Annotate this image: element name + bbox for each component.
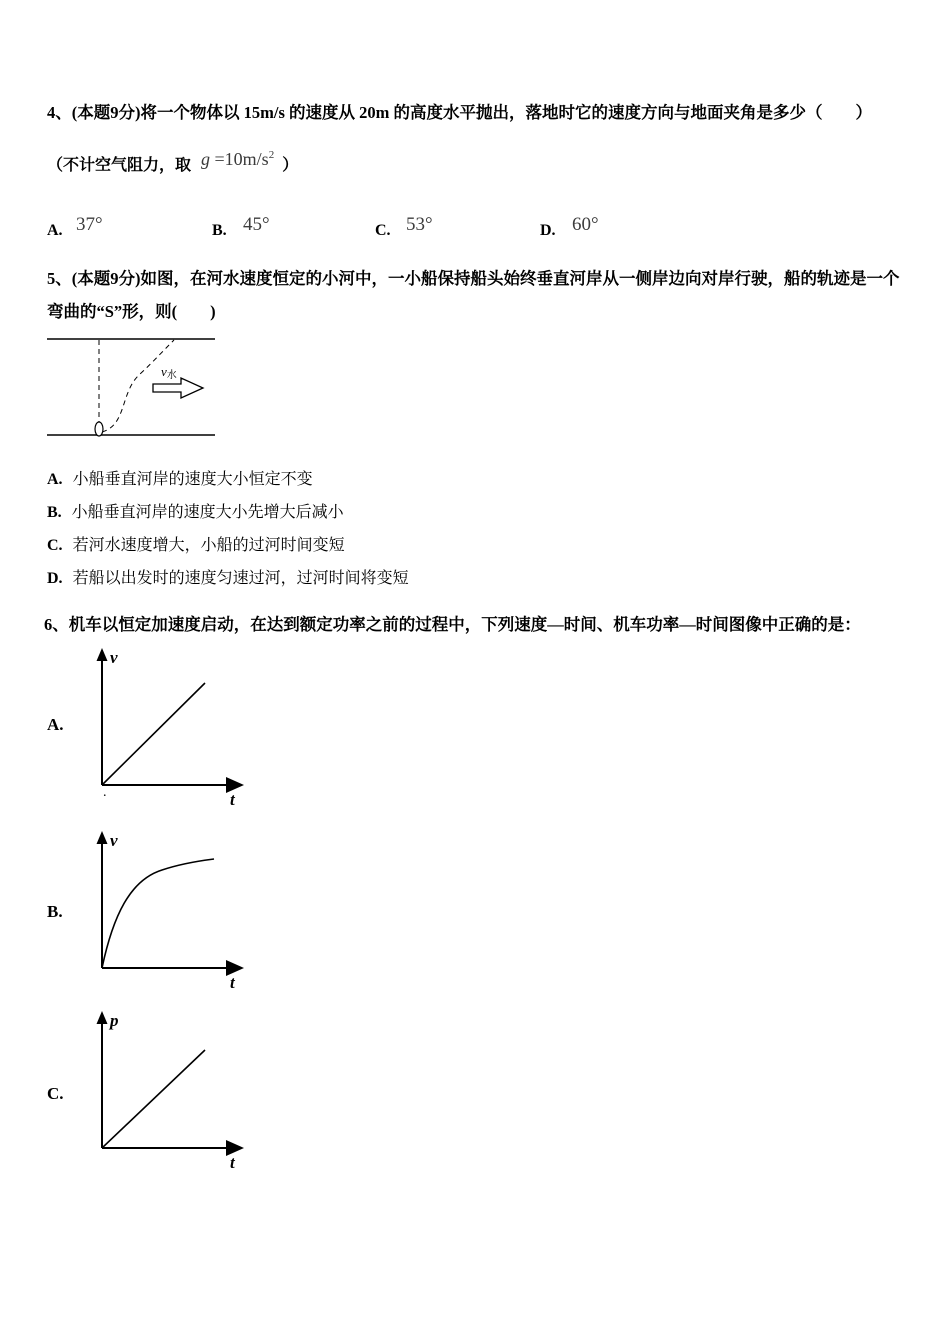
q6-graph-b-label: B. xyxy=(47,902,63,921)
q4-option-a-label: A. xyxy=(47,222,63,239)
q5-option-c-label: C. xyxy=(47,537,63,554)
q6-graph-c-label: C. xyxy=(47,1084,64,1103)
q5-option-a xyxy=(47,466,409,488)
gravity-value: =10m/s xyxy=(214,149,269,169)
power-time-line xyxy=(102,1050,205,1148)
q4-option-b-label: B. xyxy=(212,222,227,239)
y-axis-label: v xyxy=(110,648,118,667)
q6-graph-b-plot xyxy=(80,828,260,990)
q5-option-c xyxy=(47,532,409,554)
x-axis-label: t xyxy=(230,973,235,990)
q5-option-d-label: D. xyxy=(47,570,63,587)
x-axis-arrow-icon xyxy=(226,1140,244,1156)
q4-option-b-value: 45° xyxy=(243,214,270,235)
question-4-options xyxy=(0,212,950,246)
water-velocity-arrow-icon xyxy=(153,378,203,398)
q5-option-d-text: 若船以出发时的速度匀速过河，过河时间将变短 xyxy=(72,570,409,587)
q5-option-b-label: B. xyxy=(47,504,62,521)
y-axis-arrow-icon xyxy=(97,1011,108,1024)
q6-graph-c-plot xyxy=(80,1008,260,1170)
q4-option-a-value: 37° xyxy=(76,214,103,235)
velocity-time-curve xyxy=(102,859,214,968)
q6-graph-a xyxy=(47,645,277,810)
velocity-time-line xyxy=(102,683,205,785)
y-axis-arrow-icon xyxy=(97,648,108,661)
question-5-options xyxy=(47,466,409,598)
q5-option-a-text: 小船垂直河岸的速度大小恒定不变 xyxy=(72,471,313,488)
x-axis-arrow-icon xyxy=(226,777,244,793)
note-suffix: ） xyxy=(282,157,299,174)
q5-option-c-text: 若河水速度增大，小船的过河时间变短 xyxy=(72,537,345,554)
y-axis-label: v xyxy=(110,831,118,850)
q4-option-c-value: 53° xyxy=(406,214,433,235)
q6-graph-b xyxy=(47,828,277,993)
x-axis-arrow-icon xyxy=(226,960,244,976)
q5-option-b xyxy=(47,499,409,521)
q5-option-a-label: A. xyxy=(47,471,63,488)
stray-period: . xyxy=(103,785,107,800)
note-prefix: （不计空气阻力，取 xyxy=(47,157,192,174)
q6-graph-c xyxy=(47,1008,277,1173)
q4-option-d-label: D. xyxy=(540,222,556,239)
q6-graph-a-plot xyxy=(80,645,260,807)
q4-option-d-value: 60° xyxy=(572,214,599,235)
gravity-exponent: 2 xyxy=(268,149,275,161)
gravity-symbol: g xyxy=(201,149,211,169)
q6-graph-a-label: A. xyxy=(47,715,64,734)
y-axis-label: p xyxy=(110,1011,119,1030)
water-velocity-label: v水 xyxy=(161,364,177,381)
q5-river-figure xyxy=(47,336,217,442)
boat-icon xyxy=(95,422,103,436)
gravity-formula xyxy=(201,149,274,169)
q4-option-c-label: C. xyxy=(375,222,391,239)
x-axis-label: t xyxy=(230,790,235,807)
question-4-note xyxy=(47,149,299,175)
question-5-stem: 5、(本题9分)如图，在河水速度恒定的小河中，一小船保持船头始终垂直河岸从一侧岸边向对岸行驶，船的轨迹是一个弯曲的“S”形，则( ) xyxy=(47,269,900,321)
x-axis-label: t xyxy=(230,1153,235,1170)
question-4-stem: 4、(本题9分)将一个物体以 15m/s 的速度从 20m 的高度水平抛出，落地时它的速度方向与地面夹角是多少（ ） xyxy=(47,103,872,122)
y-axis-arrow-icon xyxy=(97,831,108,844)
q5-option-b-text: 小船垂直河岸的速度大小先增大后减小 xyxy=(71,504,344,521)
q5-option-d xyxy=(47,565,409,587)
question-6-stem: 6、机车以恒定加速度启动，在达到额定功率之前的过程中，下列速度—时间、机车功率—时间图像中正确的是： xyxy=(44,615,861,634)
